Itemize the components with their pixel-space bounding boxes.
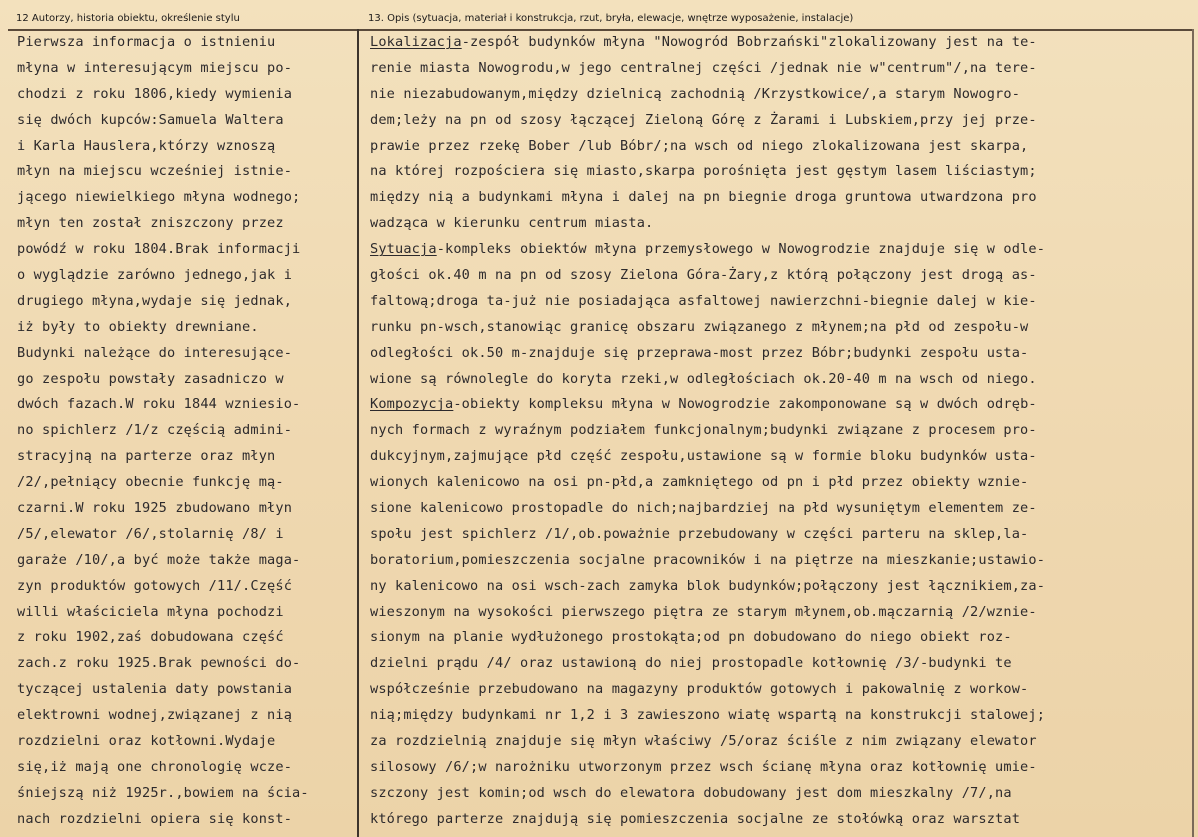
history-line: powódź w roku 1804.Brak informacji [17,241,301,258]
line-text: silosowy /6/;w narożniku utworzonym przez wsch ścianę młyna oraz kotłownię umie- [370,758,1037,775]
history-line: jącego niewielkiego młyna wodnego; [17,189,301,206]
description-line [370,755,1192,781]
description-line [370,392,1192,418]
history-line: iż były to obiekty drewniane. [17,318,259,335]
history-line: willi właściciela młyna pochodzi [17,603,284,620]
description-line [370,341,1192,367]
line-text: współcześnie przebudowano na magazyny produktów gotowych i pakowalnię z workow- [370,681,1029,698]
line-text: społu jest spichlerz /1/,ob.poważnie przebudowany w części parteru na sklep,la- [370,525,1029,542]
line-text: prawie przez rzekę Bober /lub Bóbr/;na wsch od niego zlokalizowana jest skarpa, [370,137,1029,154]
description-line [370,263,1192,289]
description-line [370,289,1192,315]
line-text: runku pn-wsch,stanowiąc granicę obszaru związanego z młynem;na płd od zespołu-w [370,318,1029,335]
history-line: tyczącej ustalenia daty powstania [17,681,293,698]
history-line: z roku 1902,zaś dobudowana część [17,629,284,646]
history-line: śniejszą niż 1925r.,bowiem na ścia- [17,784,309,801]
history-line: zyn produktów gotowych /11/.Część [17,577,293,594]
line-text: wione są równolegle do koryta rzeki,w odległościach ok.20-40 m na wsch od niego. [370,370,1037,387]
description-line [370,781,1192,807]
description-line [370,30,1192,56]
history-line: młyn ten został zniszczony przez [17,215,284,232]
right-border [1192,29,1194,837]
line-text: odległości ok.50 m-znajduje się przeprawa-most przez Bóbr;budynki zespołu usta- [370,344,1029,361]
description-line [370,211,1192,237]
description-text [370,30,1192,833]
description-line [370,548,1192,574]
line-text: wionych kalenicowo na osi pn-płd,a zamkniętego od pn i płd przez obiekty wznie- [370,474,1029,491]
line-text: wadząca w kierunku centrum miasta. [370,215,654,232]
line-text: za rozdzielnią znajduje się młyn właściwy /5/oraz ściśle z nim związany elewator [370,733,1037,750]
history-line: nach rozdzielni opiera się konst- [17,810,293,827]
description-line [370,159,1192,185]
history-line: no spichlerz /1/z częścią admini- [17,422,293,439]
line-text: boratorium,pomieszczenia socjalne pracowników i na piętrze na mieszkanie;ustawio- [370,551,1046,568]
line-text: sione kalenicowo prostopadle do nich;najbardziej na płd wysuniętym elementem ze- [370,500,1037,517]
description-line [370,677,1192,703]
history-text [17,30,353,833]
history-line: /5/,elewator /6/,stolarnię /8/ i [17,525,284,542]
description-line [370,185,1192,211]
line-text: nią;między budynkami nr 1,2 i 3 zawieszono wiatę wspartą na konstrukcji stalowej; [370,707,1046,724]
description-line [370,651,1192,677]
description-line [370,56,1192,82]
description-line [370,625,1192,651]
description-line [370,807,1192,833]
history-line: młyn na miejscu wcześniej istnie- [17,163,293,180]
description-line [370,574,1192,600]
line-text: dukcyjnym,zajmujące płd część zespołu,ustawione są w formie bloku budynków usta- [370,448,1037,465]
column-divider [357,29,359,837]
history-line: elektrowni wodnej,związanej z nią [17,707,293,724]
history-line: stracyjną na parterze oraz młyn [17,448,276,465]
line-text: dzielni prądu /4/ oraz ustawioną do niej prostopadle kotłownię /3/-budynki te [370,655,1012,672]
section-heading: Lokalizacja [370,34,462,50]
line-text: nych formach z wyraźnym podziałem funkcjonalnym;budynki związane z procesem pro- [370,422,1037,439]
section-heading: Sytuacja [370,241,437,258]
history-line: /2/,pełniący obecnie funkcję mą- [17,474,284,491]
history-line: czarni.W roku 1925 zbudowano młyn [17,500,293,517]
history-line: się,iż mają one chronologię wcze- [17,758,293,775]
line-text: na której rozpościera się miasto,skarpa porośnięta jest gęstym lasem liściastym; [370,163,1037,180]
history-line: zach.z roku 1925.Brak pewności do- [17,655,301,672]
history-line: o wyglądzie zarówno jednego,jak i [17,267,293,284]
line-text: renie miasta Nowogrodu,w jego centralnej części /jednak nie w"centrum"/,na tere- [370,59,1037,76]
line-text: faltową;droga ta-już nie posiadająca asfaltowej nawierzchni-biegnie dalej w kie- [370,292,1037,309]
line-text: głości ok.40 m na pn od szosy Zielona Góra-Żary,z którą połączony jest drogą as- [370,267,1037,284]
history-line: Budynki należące do interesujące- [17,344,293,361]
history-line: drugiego młyna,wydaje się jednak, [17,292,293,309]
field-13-label: 13. Opis (sytuacja, materiał i konstrukcja, rzut, bryła, elewacje, wnętrze wyposażenie, instalacje) [368,13,854,24]
section-heading: Kompozycja [370,396,454,413]
description-line [370,134,1192,160]
description-line [370,418,1192,444]
history-line: garaże /10/,a być może także maga- [17,551,301,568]
description-line [370,600,1192,626]
line-text: wieszonym na wysokości pierwszego piętra ze starym młynem,ob.mączarnią /2/wznie- [370,603,1037,620]
history-line: Pierwsza informacja o istnieniu [17,34,276,50]
line-text: -zespół budynków młyna "Nowogród Bobrzański"zlokalizowany jest na te- [461,34,1037,50]
history-line: się dwóch kupców:Samuela Waltera [17,111,284,128]
history-line: i Karla Hauslera,którzy wznoszą [17,137,276,154]
description-line [370,82,1192,108]
description-line [370,470,1192,496]
description-line [370,444,1192,470]
history-line: chodzi z roku 1806,kiedy wymienia [17,85,293,102]
history-line: młyna w interesującym miejscu po- [17,59,293,76]
description-line [370,496,1192,522]
line-text: sionym na planie wydłużonego prostokąta;od pn dobudowano do niego obiekt roz- [370,629,1012,646]
history-line: rozdzielni oraz kotłowni.Wydaje [17,733,276,750]
line-text: -obiekty kompleksu młyna w Nowogrodzie zakomponowane są w dwóch odręb- [453,396,1037,413]
description-line [370,237,1192,263]
description-line [370,367,1192,393]
history-line: dwóch fazach.W roku 1844 wzniesio- [17,396,301,413]
description-line [370,522,1192,548]
field-12-label: 12 Autorzy, historia obiektu, określenie stylu [16,13,240,24]
description-line [370,729,1192,755]
line-text: dem;leży na pn od szosy łączącej Zieloną Górę z Żarami i Lubskiem,przy jej prze- [370,111,1037,128]
description-line [370,108,1192,134]
description-line [370,703,1192,729]
line-text: ny kalenicowo na osi wsch-zach zamyka blok budynków;połączony jest łącznikiem,za- [370,577,1046,594]
history-line: go zespołu powstały zasadniczo w [17,370,284,387]
description-line [370,315,1192,341]
line-text: którego parterze znajdują się pomieszczenia socjalne ze stołówką oraz warsztat [370,810,1021,827]
line-text: nie niezabudowanym,między dzielnicą zachodnią /Krzystkowice/,a starym Nowogro- [370,85,1021,102]
line-text: -kompleks obiektów młyna przemysłowego w Nowogrodzie znajduje się w odle- [436,241,1046,258]
line-text: między nią a budynkami młyna i dalej na pn biegnie droga gruntowa utwardzona pro [370,189,1037,206]
line-text: szczony jest komin;od wsch do elewatora dobudowany jest dom mieszkalny /7/,na [370,784,1012,801]
